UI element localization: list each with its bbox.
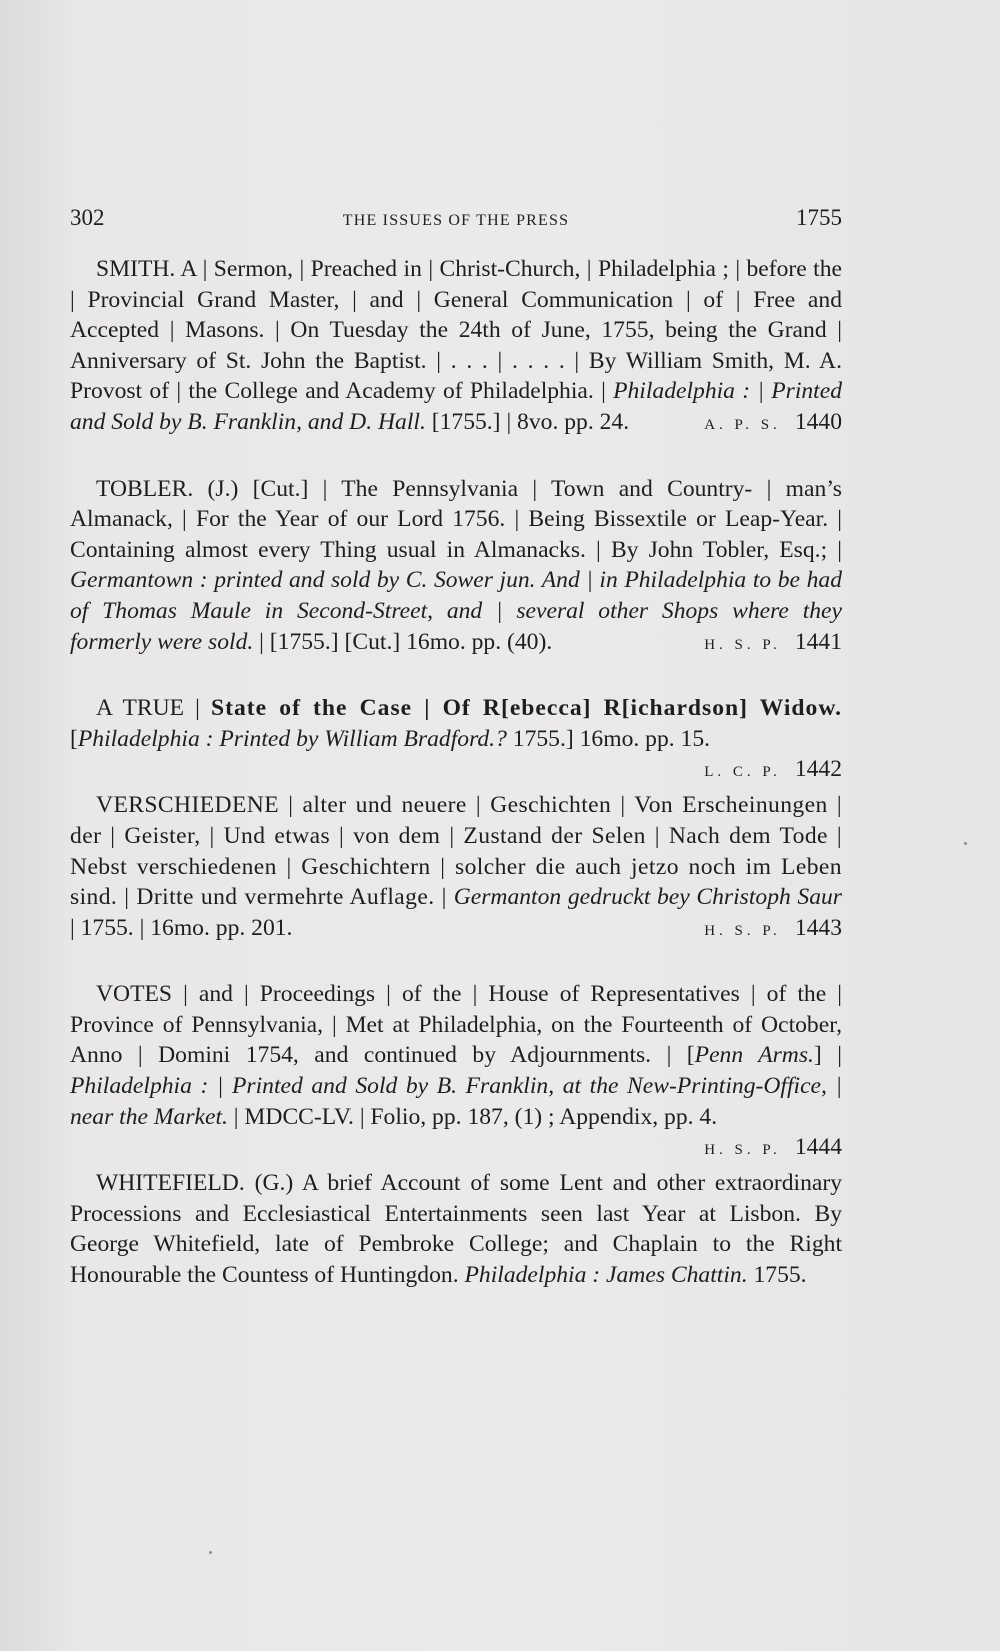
entry-citation	[678, 754, 842, 788]
entry-number: 1442	[794, 756, 842, 783]
entry-number: 1441	[794, 628, 842, 655]
page-number: 302	[70, 205, 105, 230]
library-abbreviation: H. S. P.	[704, 1142, 781, 1159]
entry-citation	[678, 913, 842, 947]
entry-number: 1444	[794, 1134, 842, 1161]
entry-text-roman: | MDCC-LV. | Folio, pp. 187, (1) ; Appendix, pp. 4.	[227, 1103, 718, 1130]
bibliography-entry	[70, 979, 842, 1161]
entry-text-roman: [	[70, 725, 78, 752]
bibliography-entry	[70, 693, 842, 783]
entry-text-roman: 1755.	[747, 1262, 807, 1289]
entry-text-italic: Penn Arms.	[694, 1042, 814, 1069]
entry-text-italic: Germanton gedruckt bey Christoph Saur	[453, 884, 842, 911]
header-year: 1755	[796, 205, 842, 230]
bibliography-entry	[70, 254, 842, 438]
entry-number: 1443	[794, 914, 842, 941]
entry-text-roman: 1755.] 16mo. pp. 15.	[506, 725, 711, 752]
entry-text-italic: Germantown : printed and sold by C. Sower jun. And | in Philadelphia to be had of Thomas Maule in Second-Street, and | several other Shops where they formerly were sold.	[70, 567, 842, 655]
entry-text-blackletter: State of the Case | Of R[ebecca] R[ichardson] Widow.	[211, 695, 842, 722]
entry-citation	[678, 1132, 842, 1166]
bibliography-entry	[70, 1168, 842, 1290]
page-header	[70, 205, 842, 239]
entry-number: 1440	[794, 408, 842, 435]
library-abbreviation: H. S. P.	[704, 636, 781, 653]
running-head: THE ISSUES OF THE PRESS	[342, 212, 570, 229]
entry-text-roman: | 1755. | 16mo. pp. 201.	[70, 914, 293, 941]
entry-text-fraktur: VERSCHIEDENE | alter und neuere | Geschichten | Von Erscheinungen | der | Geister, | Und etwas | von dem | Zustand der Selen | Nach dem Tode | Nebst verschiedenen | Geschichtern | solcher die auch jetzo noch im Leben sind. | Dritte und vermehrte Auflage. |	[70, 792, 842, 911]
entry-text-italic: Philadelphia : James Chattin.	[464, 1262, 748, 1289]
entry-text-italic: Philadelphia : | Printed and Sold by B. Franklin, at the New-Printing-Office, | near the Market.	[70, 1073, 842, 1130]
library-abbreviation: L. C. P.	[704, 764, 781, 781]
entry-text-roman: [1755.] | 8vo. pp. 24.	[425, 408, 630, 435]
entry-text-roman: A TRUE |	[96, 695, 212, 722]
entry-text-roman: VOTES | and | Proceedings | of the | House of Representatives | of the | Province of Pennsylvania, | Met at Philadelphia, on the Fourteenth of October, Anno | Domini 1754, and continued by Adjournments. | [	[70, 981, 842, 1069]
bibliography-entry	[70, 474, 842, 658]
bibliography-entries	[70, 254, 842, 1327]
entry-citation	[678, 627, 842, 661]
library-abbreviation: A. P. S.	[704, 416, 781, 433]
entry-text-italic: Philadelphia : Printed by William Bradford.?	[77, 725, 507, 752]
entry-text-roman: TOBLER. (J.) [Cut.] | The Pennsylvania | Town and Country- | man’s Almanack, | For the Year of our Lord 1756. | Being Bissextile or Leap-Year. | Containing almost every Thing usual in Almanacks. | By John Tobler, Esq.; |	[70, 475, 842, 563]
entry-text-roman: WHITEFIELD. (G.) A brief Account of some Lent and other extraordinary Processions and Ecclesiastical Entertainments seen last Year at Lisbon. By George Whitefield, late of Pembroke College; and Chaplain to the Right Honourable the Countess of Huntingdon.	[70, 1170, 842, 1289]
paper-speck	[209, 1551, 212, 1554]
bibliography-entry	[70, 790, 842, 943]
library-abbreviation: H. S. P.	[704, 922, 781, 939]
entry-text-roman: ] |	[813, 1042, 842, 1069]
entry-citation	[678, 407, 842, 441]
entry-text-roman: SMITH. A | Sermon, | Preached in | Christ-Church, | Philadelphia ; | before the | Provincial Grand Master, | and | General Communication | of | Free and Accepted | Masons. | On Tuesday the 24th of June, 1755, being the Grand | Anniversary of St. John the Baptist. | . . . | . . . . | By William Smith, M. A. Provost of | the College and Academy of Philadelphia. |	[70, 256, 842, 405]
paper-speck	[964, 842, 967, 845]
entry-text-italic: Philadelphia : | Printed and Sold by B. Franklin, and D. Hall.	[70, 378, 842, 435]
entry-text-roman: | [1755.] [Cut.] 16mo. pp. (40).	[253, 628, 553, 655]
